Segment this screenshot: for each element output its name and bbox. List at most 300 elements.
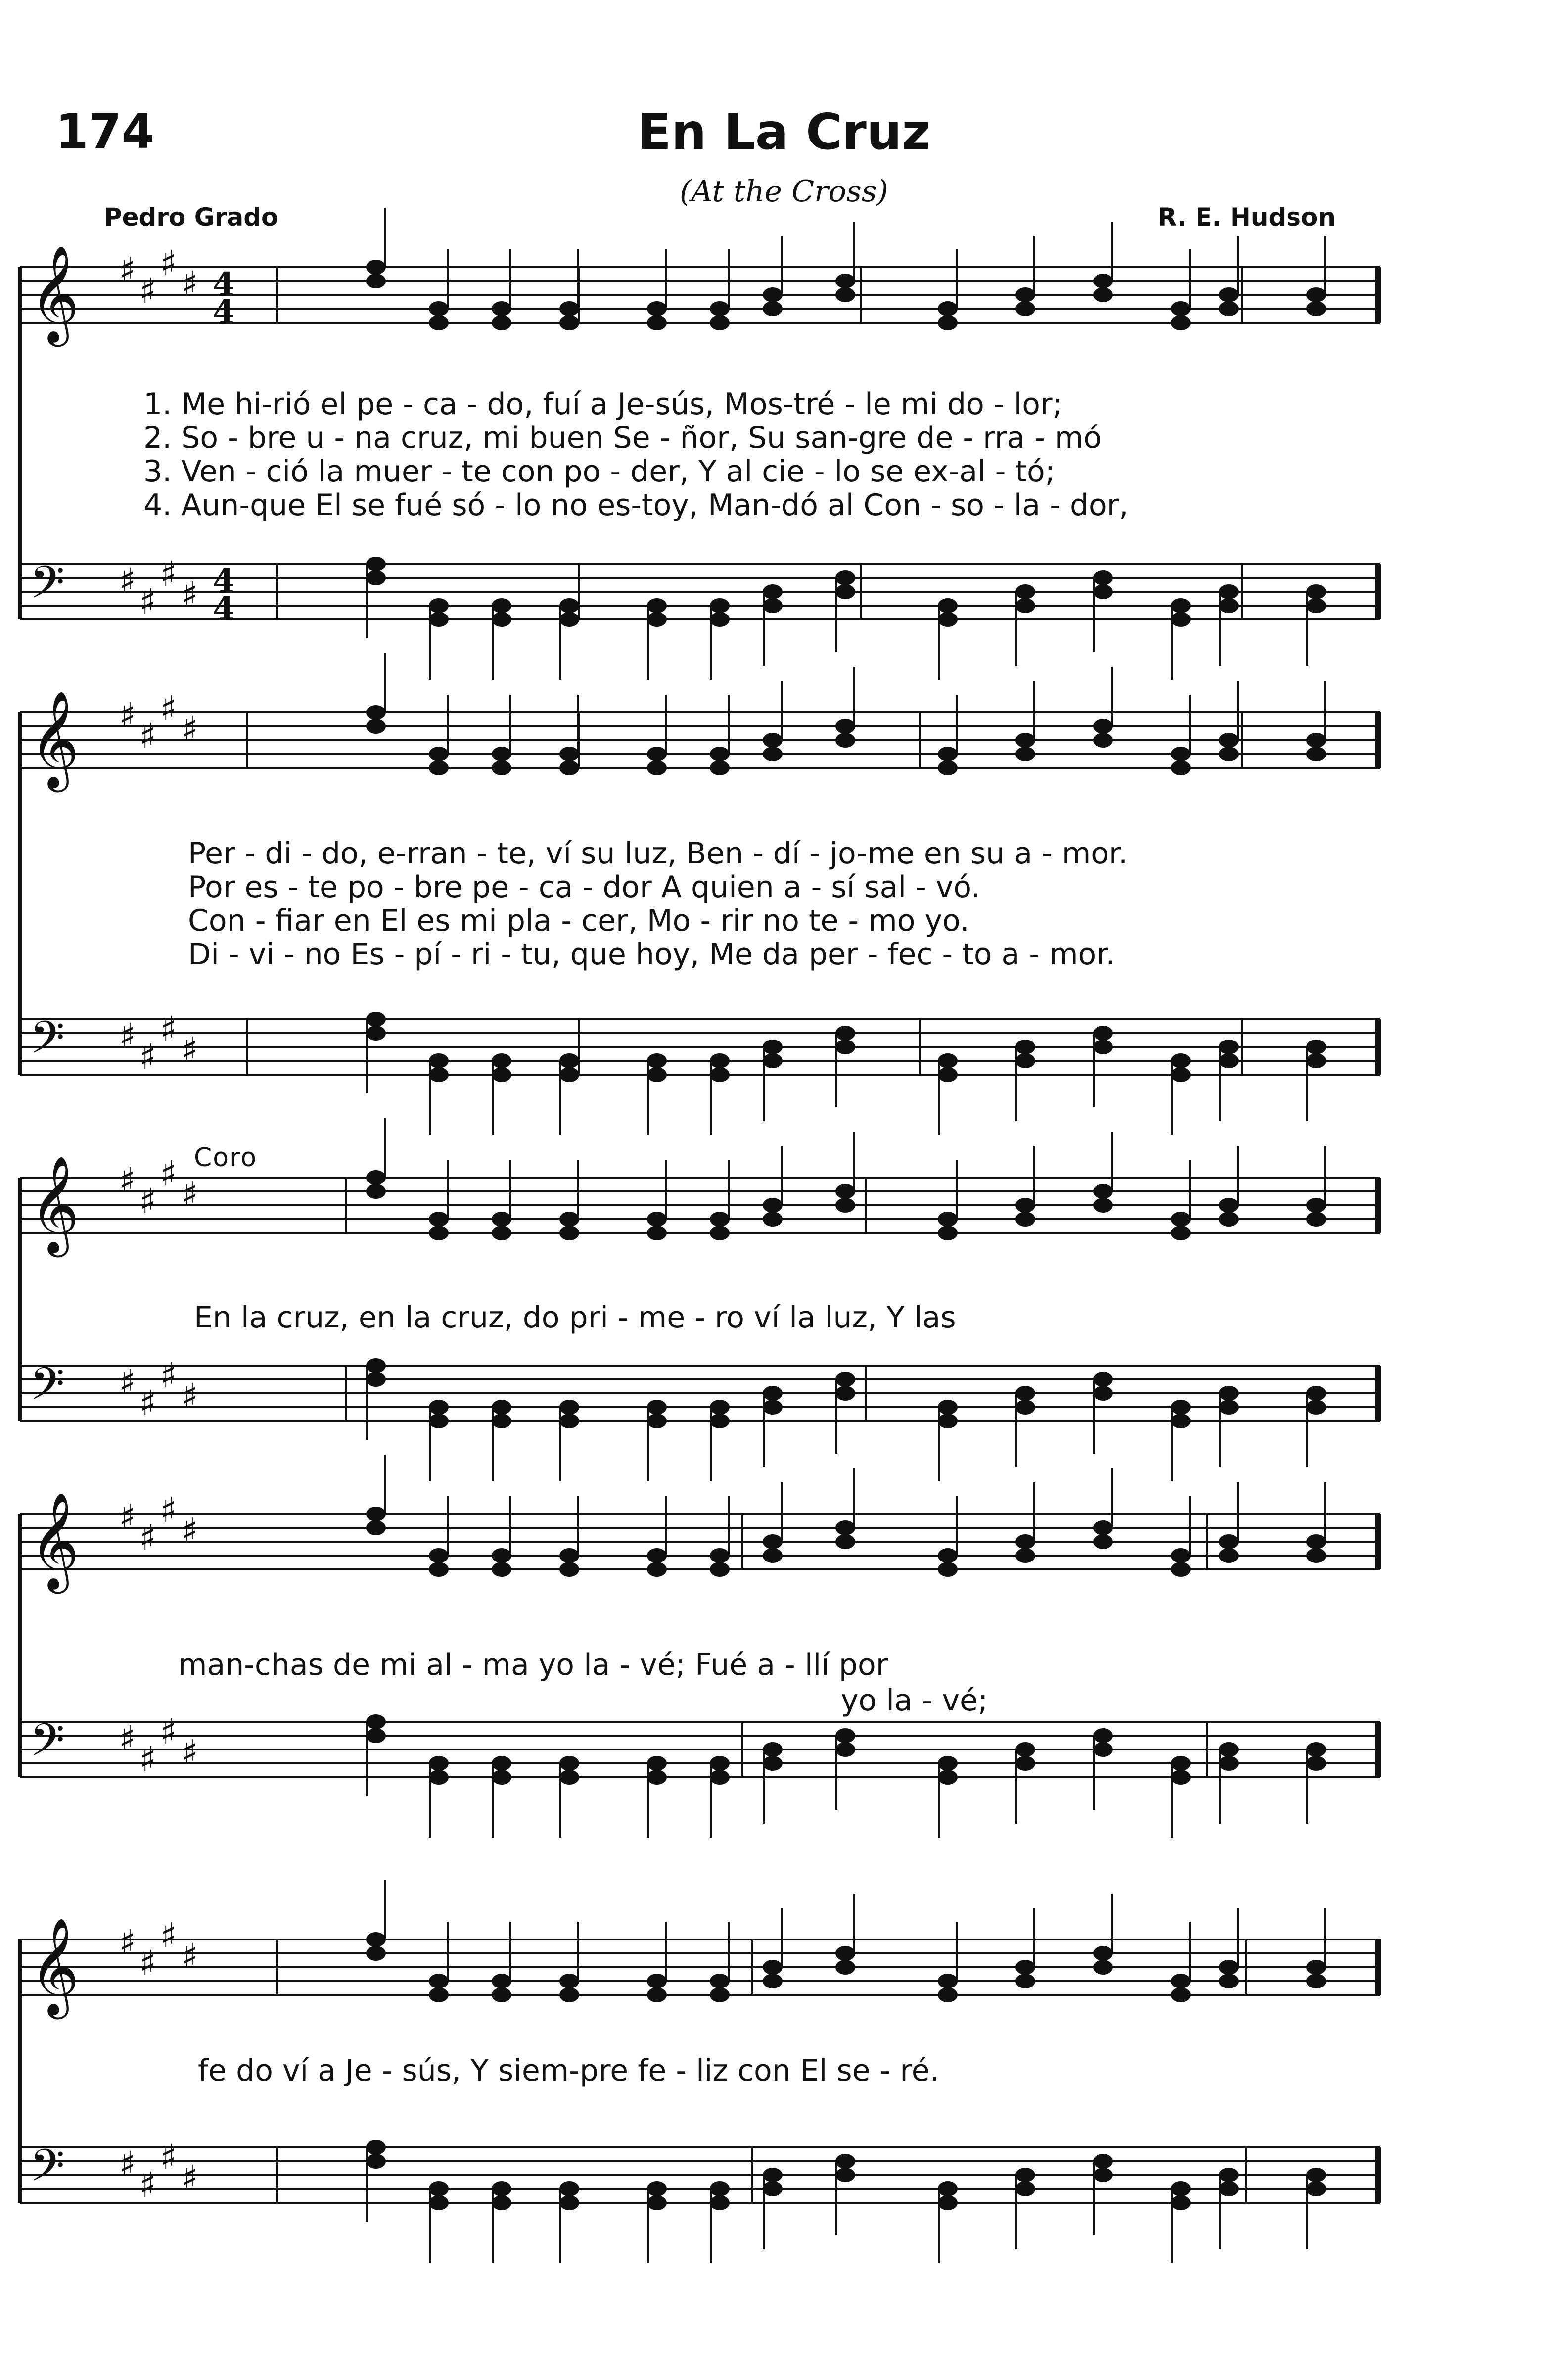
note-head	[366, 557, 386, 571]
sharp-sign: ♯	[139, 716, 156, 757]
verse-3-line-2: Con - fiar en El es mi pla - cer, Mo - rir no te - mo yo.	[188, 903, 969, 938]
note-head	[1171, 301, 1191, 316]
note-head	[1093, 1372, 1113, 1387]
note-head	[1015, 1040, 1035, 1054]
note-head	[1093, 1534, 1113, 1549]
note-head	[710, 612, 730, 627]
note-head	[1219, 2168, 1239, 2182]
note-head	[1306, 1974, 1326, 1988]
note-head	[429, 1226, 449, 1240]
note-head	[1306, 287, 1326, 302]
note-head	[763, 747, 783, 761]
note-head	[1171, 1067, 1191, 1082]
note-head	[1015, 1212, 1035, 1227]
chorus-line-1: En la cruz, en la cruz, do pri - me - ro ví la luz, Y las	[194, 1300, 956, 1335]
note-head	[492, 301, 511, 316]
composer-credit: R. E. Hudson	[1157, 203, 1336, 232]
note-head	[429, 598, 449, 613]
note-head	[763, 301, 783, 316]
note-head	[366, 1932, 386, 1947]
note-head	[763, 1400, 783, 1415]
note-head	[1219, 1400, 1239, 1415]
verse-1-line-1: 1. Me hi-rió el pe - ca - do, fuí a Je-sús, Mos-tré - le mi do - lor;	[143, 387, 1062, 422]
note-head	[647, 760, 667, 775]
note-head	[559, 1974, 579, 1988]
verse-2-line-2: Por es - te po - bre pe - ca - dor A quien a - sí sal - vó.	[188, 870, 981, 904]
note-head	[938, 1400, 958, 1415]
note-head	[938, 612, 958, 627]
note-head	[1306, 1534, 1326, 1549]
note-head	[366, 1358, 386, 1373]
note-head	[1171, 1770, 1191, 1785]
note-head	[710, 598, 730, 613]
note-head	[1093, 1198, 1113, 1213]
note-head	[559, 1212, 579, 1227]
treble-clef: 𝄞	[30, 1492, 80, 1590]
note-head	[1015, 2181, 1035, 2196]
note-head	[938, 1770, 958, 1785]
note-head	[429, 2195, 449, 2210]
note-head	[647, 1974, 667, 1988]
note-head	[1306, 1386, 1326, 1401]
note-head	[1015, 287, 1035, 302]
sharp-sign: ♯	[160, 1355, 177, 1396]
note-head	[559, 1770, 579, 1785]
note-head	[429, 612, 449, 627]
note-head	[366, 1507, 386, 1521]
note-head	[366, 260, 386, 275]
note-head	[763, 1974, 783, 1988]
verse-4-line-2: Di - vi - no Es - pí - ri - tu, que hoy, Me da per - fec - to a - mor.	[188, 937, 1115, 972]
hymn-subtitle: (At the Cross)	[680, 174, 888, 209]
note-head	[835, 584, 855, 599]
note-head	[1171, 1562, 1191, 1577]
sharp-sign: ♯	[119, 1922, 136, 1963]
note-head	[1015, 1960, 1035, 1975]
note-head	[763, 1960, 783, 1975]
note-head	[938, 1987, 958, 2002]
sharp-sign: ♯	[160, 1490, 177, 1530]
note-head	[1015, 1400, 1035, 1415]
note-head	[835, 1184, 855, 1199]
note-head	[1093, 584, 1113, 599]
note-head	[559, 1987, 579, 2002]
note-head	[835, 1040, 855, 1054]
note-head	[835, 733, 855, 748]
note-head	[1171, 760, 1191, 775]
note-head	[763, 2168, 783, 2182]
note-head	[835, 1386, 855, 1401]
note-head	[559, 1756, 579, 1771]
sharp-sign: ♯	[119, 1362, 136, 1403]
note-head	[1306, 1400, 1326, 1415]
note-head	[1219, 1548, 1239, 1563]
note-head	[1093, 1040, 1113, 1054]
note-head	[366, 570, 386, 585]
note-head	[1219, 2181, 1239, 2196]
note-head	[1219, 301, 1239, 316]
note-head	[1306, 733, 1326, 748]
note-head	[1219, 1198, 1239, 1213]
note-head	[1093, 1386, 1113, 1401]
sharp-sign: ♯	[181, 709, 198, 750]
note-head	[647, 612, 667, 627]
note-head	[559, 1226, 579, 1240]
sharp-sign: ♯	[181, 1030, 198, 1070]
note-head	[835, 1960, 855, 1975]
note-head	[492, 1756, 511, 1771]
note-head	[366, 1012, 386, 1027]
note-head	[647, 1562, 667, 1577]
note-head	[366, 274, 386, 288]
note-head	[492, 612, 511, 627]
hymn-number: 174	[55, 104, 155, 159]
note-head	[1219, 747, 1239, 761]
note-head	[1306, 1960, 1326, 1975]
note-head	[366, 1714, 386, 1729]
note-head	[763, 1386, 783, 1401]
note-head	[1093, 287, 1113, 302]
note-head	[492, 760, 511, 775]
note-head	[429, 1053, 449, 1068]
time-signature-bottom: 4	[213, 293, 235, 331]
note-head	[938, 1067, 958, 1082]
note-head	[1171, 1226, 1191, 1240]
note-head	[835, 719, 855, 734]
note-head	[429, 1562, 449, 1577]
note-head	[710, 2195, 730, 2210]
note-head	[1306, 598, 1326, 613]
note-head	[429, 1400, 449, 1415]
time-signature-bottom: 4	[213, 590, 235, 627]
note-head	[1093, 1184, 1113, 1199]
sharp-sign: ♯	[139, 1037, 156, 1077]
sharp-sign: ♯	[181, 1376, 198, 1417]
note-head	[492, 1414, 511, 1428]
note-head	[429, 1212, 449, 1227]
bass-clef: 𝄢	[30, 1358, 65, 1421]
note-head	[1093, 2154, 1113, 2169]
note-head	[1015, 1974, 1035, 1988]
sharp-sign: ♯	[160, 554, 177, 594]
note-head	[835, 274, 855, 288]
sharp-sign: ♯	[181, 1174, 198, 1215]
note-head	[366, 2140, 386, 2155]
note-head	[835, 1742, 855, 1757]
note-head	[559, 1400, 579, 1415]
note-head	[938, 1212, 958, 1227]
note-head	[1171, 747, 1191, 761]
note-head	[1171, 1974, 1191, 1988]
note-head	[1306, 2181, 1326, 2196]
note-head	[1015, 747, 1035, 761]
note-head	[492, 747, 511, 761]
note-head	[710, 1770, 730, 1785]
note-head	[763, 1548, 783, 1563]
note-head	[366, 1372, 386, 1387]
note-head	[1219, 598, 1239, 613]
note-head	[710, 315, 730, 330]
note-head	[492, 1053, 511, 1068]
note-head	[492, 1400, 511, 1415]
note-head	[429, 2181, 449, 2196]
note-head	[647, 1548, 667, 1563]
chorus-label: Coro	[194, 1143, 258, 1173]
sharp-sign: ♯	[181, 1936, 198, 1977]
note-head	[938, 1562, 958, 1577]
sharp-sign: ♯	[181, 1511, 198, 1551]
note-head	[559, 1067, 579, 1082]
note-head	[710, 301, 730, 316]
sharp-sign: ♯	[160, 1915, 177, 1956]
note-head	[1171, 1212, 1191, 1227]
note-head	[835, 1534, 855, 1549]
note-head	[429, 1770, 449, 1785]
note-head	[938, 315, 958, 330]
sharp-sign: ♯	[181, 1732, 198, 1773]
sharp-sign: ♯	[181, 264, 198, 304]
verse-1-line-2: Per - di - do, e-rran - te, ví su luz, Ben - dí - jo-me en su a - mor.	[188, 836, 1128, 871]
note-head	[938, 1756, 958, 1771]
note-head	[559, 315, 579, 330]
verse-3-line-1: 3. Ven - ció la muer - te con po - der, Y al cie - lo se ex-al - tó;	[143, 454, 1055, 489]
note-head	[429, 1987, 449, 2002]
note-head	[366, 1728, 386, 1743]
note-head	[1219, 584, 1239, 599]
sharp-sign: ♯	[119, 561, 136, 601]
note-head	[647, 2195, 667, 2210]
note-head	[763, 1198, 783, 1213]
note-head	[710, 1562, 730, 1577]
note-head	[710, 1414, 730, 1428]
note-head	[647, 301, 667, 316]
note-head	[1171, 1756, 1191, 1771]
note-head	[647, 1226, 667, 1240]
note-head	[366, 2154, 386, 2169]
note-head	[1171, 2181, 1191, 2196]
note-head	[492, 2181, 511, 2196]
sharp-sign: ♯	[119, 1497, 136, 1537]
note-head	[1093, 1520, 1113, 1535]
note-head	[1093, 1946, 1113, 1961]
verse-2-line-1: 2. So - bre u - na cruz, mi buen Se - ñor, Su san-gre de - rra - mó	[143, 421, 1102, 455]
note-head	[492, 598, 511, 613]
note-head	[938, 2181, 958, 2196]
sharp-sign: ♯	[119, 1718, 136, 1759]
note-head	[835, 287, 855, 302]
sharp-sign: ♯	[139, 2165, 156, 2205]
note-head	[647, 1987, 667, 2002]
note-head	[429, 1974, 449, 1988]
note-head	[366, 1026, 386, 1041]
sharp-sign: ♯	[119, 695, 136, 736]
note-head	[1015, 733, 1035, 748]
note-head	[1015, 1742, 1035, 1757]
hymn-title: En La Cruz	[637, 103, 931, 161]
note-head	[763, 1053, 783, 1068]
note-head	[1219, 1053, 1239, 1068]
note-head	[492, 1562, 511, 1577]
sharp-sign: ♯	[160, 1153, 177, 1194]
note-head	[1306, 301, 1326, 316]
note-head	[835, 2154, 855, 2169]
note-head	[559, 2195, 579, 2210]
note-head	[647, 1770, 667, 1785]
note-head	[763, 287, 783, 302]
verse-4-line-1: 4. Aun-que El se fué só - lo no es-toy, Man-dó al Con - so - la - dor,	[143, 488, 1129, 522]
note-head	[429, 301, 449, 316]
note-head	[1015, 584, 1035, 599]
note-head	[1171, 1548, 1191, 1563]
note-head	[366, 1184, 386, 1199]
chorus-line-2-echo: yo la - vé;	[841, 1683, 988, 1718]
note-head	[429, 1756, 449, 1771]
note-head	[763, 1756, 783, 1771]
note-head	[710, 1067, 730, 1082]
note-head	[429, 760, 449, 775]
sharp-sign: ♯	[160, 1009, 177, 1049]
note-head	[559, 612, 579, 627]
note-head	[938, 2195, 958, 2210]
bass-clef: 𝄢	[30, 2139, 65, 2203]
note-head	[1093, 570, 1113, 585]
sharp-sign: ♯	[160, 243, 177, 284]
note-head	[763, 584, 783, 599]
note-head	[763, 1534, 783, 1549]
note-head	[647, 315, 667, 330]
note-head	[1171, 2195, 1191, 2210]
note-head	[1306, 1040, 1326, 1054]
note-head	[429, 1548, 449, 1563]
note-head	[763, 733, 783, 748]
note-head	[1219, 1960, 1239, 1975]
note-head	[1219, 1212, 1239, 1227]
note-head	[1093, 1960, 1113, 1975]
note-head	[938, 598, 958, 613]
note-head	[429, 747, 449, 761]
note-head	[1015, 1534, 1035, 1549]
note-head	[1219, 1974, 1239, 1988]
note-head	[1015, 1198, 1035, 1213]
note-head	[429, 1067, 449, 1082]
note-head	[1171, 1987, 1191, 2002]
sharp-sign: ♯	[119, 250, 136, 290]
note-head	[1306, 1548, 1326, 1563]
note-head	[1306, 2168, 1326, 2182]
sharp-sign: ♯	[119, 1016, 136, 1056]
bass-clef: 𝄢	[30, 1714, 65, 1777]
note-head	[835, 1026, 855, 1041]
sharp-sign: ♯	[160, 1711, 177, 1752]
note-head	[492, 1067, 511, 1082]
note-head	[1093, 1026, 1113, 1041]
note-head	[647, 1212, 667, 1227]
note-head	[938, 747, 958, 761]
sharp-sign: ♯	[139, 1517, 156, 1558]
note-head	[1093, 1742, 1113, 1757]
note-head	[1306, 1756, 1326, 1771]
sharp-sign: ♯	[160, 2137, 177, 2177]
note-head	[938, 1974, 958, 1988]
note-head	[938, 1226, 958, 1240]
note-head	[492, 1226, 511, 1240]
sharp-sign: ♯	[181, 2158, 198, 2198]
note-head	[492, 1974, 511, 1988]
note-head	[710, 1400, 730, 1415]
note-head	[710, 1974, 730, 1988]
note-head	[763, 1742, 783, 1757]
treble-clef: 𝄞	[30, 1155, 80, 1253]
note-head	[1306, 1053, 1326, 1068]
note-head	[492, 2195, 511, 2210]
note-head	[647, 598, 667, 613]
note-head	[647, 1067, 667, 1082]
note-head	[938, 1414, 958, 1428]
note-head	[1306, 584, 1326, 599]
note-head	[1219, 1742, 1239, 1757]
note-head	[710, 1756, 730, 1771]
sharp-sign: ♯	[119, 2144, 136, 2184]
note-head	[1219, 287, 1239, 302]
note-head	[938, 760, 958, 775]
note-head	[647, 1400, 667, 1415]
note-head	[366, 1170, 386, 1185]
note-head	[647, 2181, 667, 2196]
note-head	[938, 301, 958, 316]
note-head	[647, 747, 667, 761]
note-head	[647, 1053, 667, 1068]
sharp-sign: ♯	[139, 581, 156, 622]
note-head	[938, 1548, 958, 1563]
note-head	[1093, 1728, 1113, 1743]
note-head	[1306, 1742, 1326, 1757]
sharp-sign: ♯	[139, 1943, 156, 1984]
bass-clef: 𝄢	[30, 1011, 65, 1075]
sharp-sign: ♯	[139, 1181, 156, 1222]
note-head	[1171, 315, 1191, 330]
sharp-sign: ♯	[119, 1160, 136, 1201]
note-head	[492, 1548, 511, 1563]
note-head	[710, 1226, 730, 1240]
note-head	[559, 760, 579, 775]
treble-clef: 𝄞	[30, 1917, 80, 2015]
note-head	[710, 1548, 730, 1563]
note-head	[835, 1372, 855, 1387]
chorus-line-3: fe do ví a Je - sús, Y siem-pre fe - liz con El se - ré.	[198, 2053, 939, 2088]
note-head	[1171, 598, 1191, 613]
chorus-line-2: man-chas de mi al - ma yo la - vé; Fué a - llí por	[178, 1648, 888, 1682]
note-head	[559, 301, 579, 316]
note-head	[366, 1520, 386, 1535]
note-head	[710, 760, 730, 775]
note-head	[366, 1946, 386, 1961]
note-head	[835, 1198, 855, 1213]
sharp-sign: ♯	[160, 688, 177, 729]
note-head	[1219, 1534, 1239, 1549]
note-head	[1219, 733, 1239, 748]
note-head	[492, 315, 511, 330]
note-head	[1015, 1386, 1035, 1401]
note-head	[1219, 1756, 1239, 1771]
note-head	[1306, 1212, 1326, 1227]
note-head	[559, 1562, 579, 1577]
note-head	[1015, 301, 1035, 316]
note-head	[1219, 1040, 1239, 1054]
sharp-sign: ♯	[139, 1739, 156, 1780]
treble-clef: 𝄞	[30, 245, 80, 343]
note-head	[559, 1053, 579, 1068]
bass-clef: 𝄢	[30, 556, 65, 619]
